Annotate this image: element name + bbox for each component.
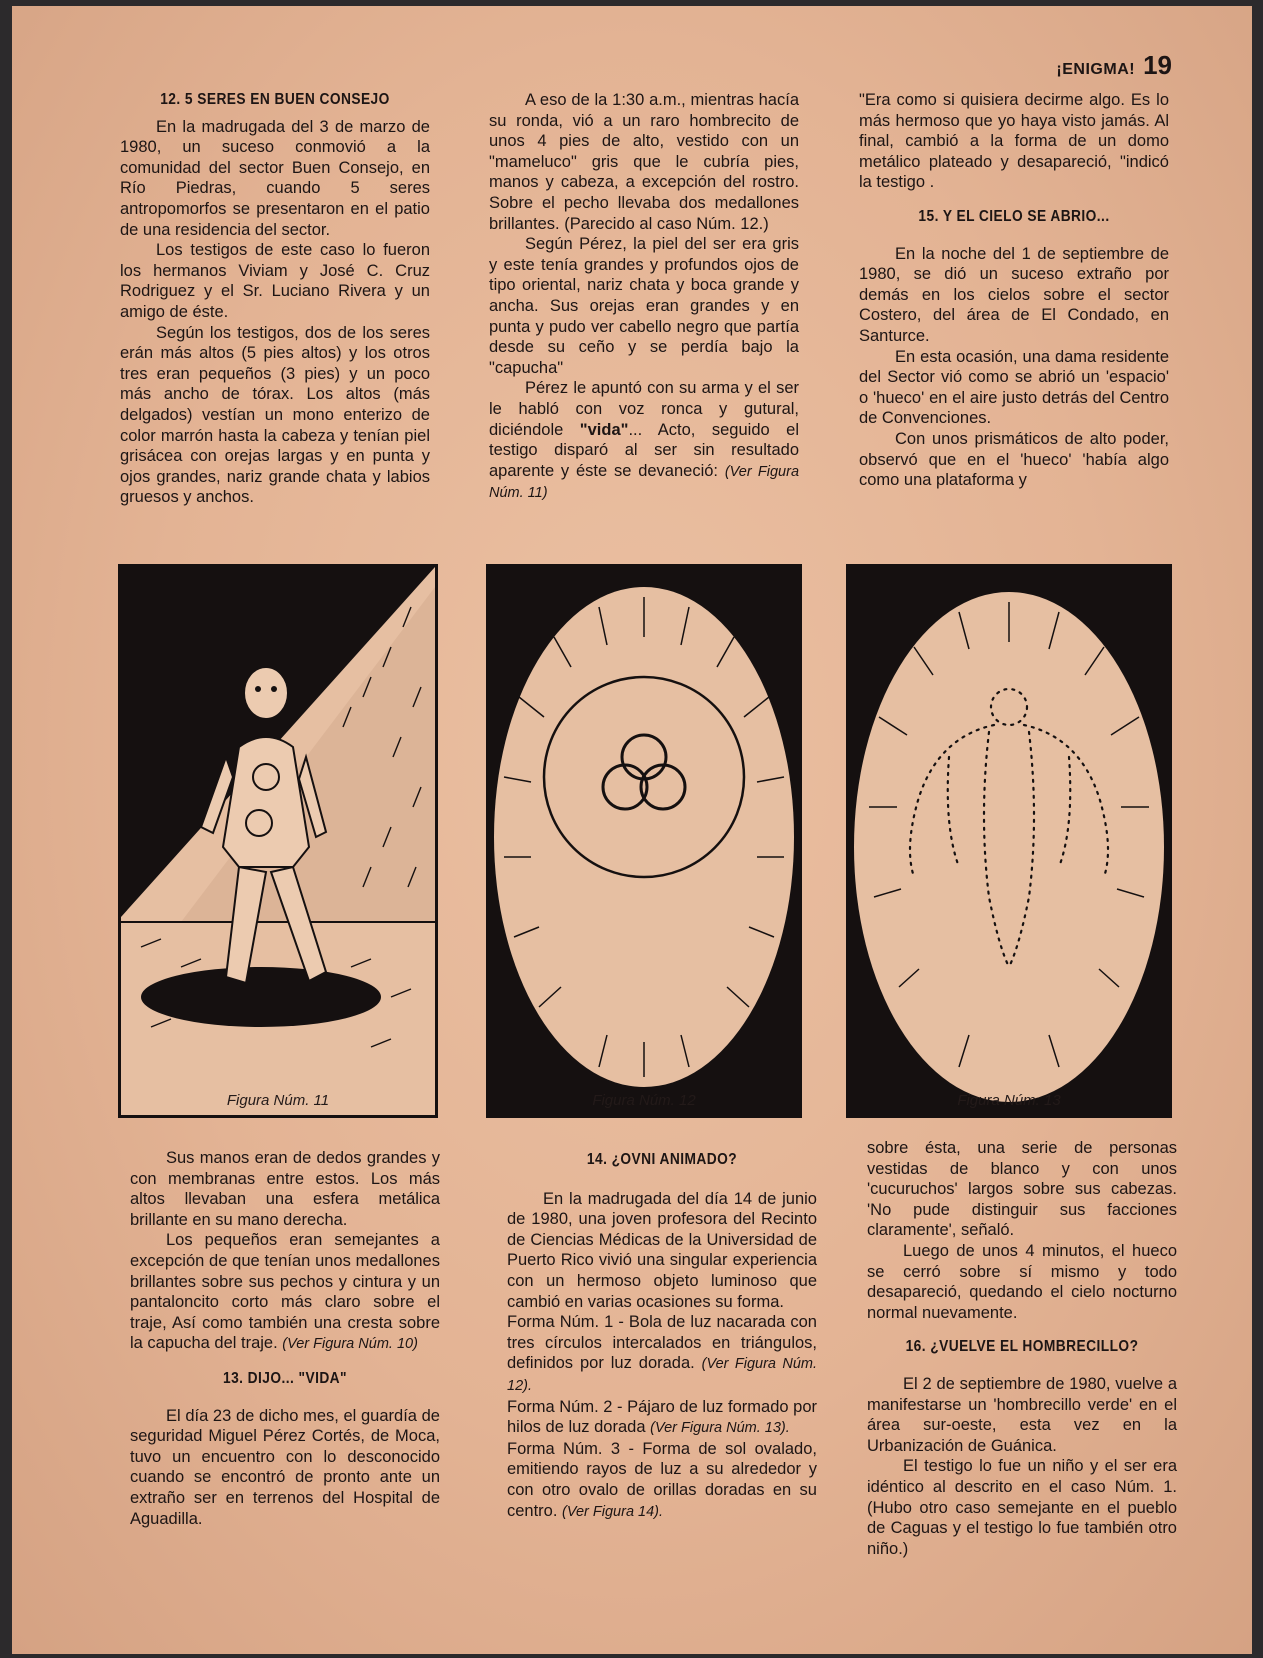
paragraph: En la madrugada del 3 de marzo de 1980, un suceso conmovió a la comunidad del sector Buen Consejo, en Río Piedras, cuando 5 seres antropomorfos se presentaron en el patio de una residencia del sector. <box>120 117 430 239</box>
paragraph: El testigo lo fue un niño y el ser era idéntico al descrito en el caso Núm. 1. (Hubo otro caso semejante en el pueblo de Caguas y el testigo lo fue también otro niño.) <box>867 1457 1177 1558</box>
section-heading-13: 13. DIJO... "VIDA" <box>222 1369 348 1387</box>
form-description-1 <box>507 1312 817 1396</box>
column-top-left <box>120 90 430 508</box>
column-bottom-right <box>867 1138 1177 1559</box>
figure-13-illustration <box>846 564 1172 1118</box>
figure-12-illustration <box>486 564 802 1118</box>
section-heading-14: 14. ¿OVNI ANIMADO? <box>586 1151 738 1168</box>
quoted-word-vida: "vida" <box>579 420 629 439</box>
paragraph: El día 23 de dicho mes, el guardía de seguridad Miguel Pérez Cortés, de Moca, tuvo un encuentro con lo desconocido cuando se encontró de pronto ante un extraño ser en terrenos del Hospital de Aguadilla. <box>130 1406 440 1528</box>
paragraph: Según Pérez, la piel del ser era gris y este tenía grandes y profundos ojos de tipo oriental, nariz chata y boca grande y ancha. Sus orejas eran grandes y en punta y pudo ver cabello negro que partía desde su ceño y se perdía bajo la "capucha" <box>489 235 799 377</box>
form-description-2 <box>507 1397 817 1439</box>
paragraph: Luego de unos 4 minutos, el hueco se cerró sobre sí mismo y todo desapareció, quedando el cielo nocturno normal nuevamente. <box>867 1241 1177 1322</box>
column-top-middle <box>489 90 799 504</box>
text-run: ... Acto, seguido el testigo disparó al ser sin resultado aparente y éste se devaneció: <box>489 420 799 480</box>
humanoid-drawing <box>121 567 435 1115</box>
paragraph: Sus manos eran de dedos grandes y con membranas entre estos. Los más altos llevaban una esfera metálica brillante en su mano derecha. <box>130 1149 440 1229</box>
magazine-brand: ¡ENIGMA! <box>1056 61 1136 78</box>
paragraph: En la madrugada del día 14 de junio de 1980, una joven profesora del Recinto de Ciencias Médicas de la Universidad de Puerto Rico vivió una singular experiencia con un hermoso objeto luminoso que cambió en varias ocasiones su forma. <box>507 1189 817 1311</box>
text-run: Forma Núm. 2 - Pájaro de luz formado por hilos de luz dorada <box>507 1397 817 1437</box>
paragraph: sobre ésta, una serie de personas vestidas de blanco y con unos 'cucuruchos' largos sobre sus cabezas. 'No pude distinguir sus facciones claramente', señaló. <box>867 1139 1177 1240</box>
page-number: 19 <box>1143 50 1172 80</box>
paragraph <box>489 378 799 504</box>
paragraph <box>130 1230 440 1355</box>
paragraph: "Era como si quisiera decirme algo. Es lo más hermoso que yo haya visto jamás. Al final, cambió a la forma de un domo metálico plateado y desapareció, "indicó la testigo . <box>859 91 1169 192</box>
glowing-orb-drawing <box>489 567 799 1115</box>
paragraph: En la noche del 1 de septiembre de 1980, se dió un suceso extraño por demás en los cielos sobre el sector Costero, del área de El Condado, en Santurce. <box>859 244 1169 345</box>
column-bottom-left <box>130 1148 440 1529</box>
text-run: Los pequeños eran semejantes a excepción de que tenían unos medallones brillantes sobre sus pechos y cintura y un pantaloncito corto más claro sobre el traje, Así como también una cresta sobre la capucha del traje. <box>130 1231 440 1353</box>
paragraph: Los testigos de este caso lo fueron los hermanos Viviam y José C. Cruz Rodriguez y el Sr. Luciano Rivera y un amigo de éste. <box>120 241 430 321</box>
text-run: Pérez le apuntó con su arma y el ser le habló con voz ronca y gutural, diciéndole <box>489 379 799 439</box>
figure-caption: Figura Núm. 11 <box>226 1092 330 1109</box>
figure-reference: (Ver Figura Núm. 11) <box>489 463 800 502</box>
page-header <box>1056 50 1172 81</box>
paragraph: Con unos prismáticos de alto poder, observó que en el 'hueco' 'había algo como una plataforma y <box>859 429 1169 490</box>
figure-caption: Figura Núm. 13 <box>957 1092 1061 1109</box>
paragraph: En esta ocasión, una dama residente del Sector vió como se abrió un 'espacio' o 'hueco' en el aire justo detrás del Centro de Convenciones. <box>859 347 1169 428</box>
figure-reference: (Ver Figura Núm. 10) <box>282 1336 418 1353</box>
section-heading-16: 16. ¿VUELVE EL HOMBRECILLO? <box>905 1338 1139 1356</box>
magazine-page <box>12 6 1252 1654</box>
column-top-right <box>859 90 1169 491</box>
paragraph: Según los testigos, dos de los seres erán más altos (5 pies altos) y los otros tres eran pequeños (3 pies) y un poco más ancho de tórax. Los altos (más delgados) vestían un mono enterizo de color marrón hasta la cabeza y tenían piel grisácea con orejas largas y en punta y ojos grandes, nariz grande chata y labios gruesos y anchos. <box>120 323 430 507</box>
section-heading-12: 12. 5 SERES EN BUEN CONSEJO <box>160 91 390 108</box>
figure-11-illustration <box>118 564 438 1118</box>
figure-reference: (Ver Figura Núm. 13). <box>650 1420 790 1437</box>
paragraph: A eso de la 1:30 a.m., mientras hacía su ronda, vió a un raro hombrecito de unos 4 pies de alto, vestido con un "mameluco" gris que le cubría pies, manos y cabeza, a excepción del rostro. Sobre el pecho llevaba dos medallones brillantes. (Parecido al caso Núm. 12.) <box>489 91 799 233</box>
text-run: Forma Núm. 3 - Forma de sol ovalado, emitiendo rayos de luz a su alrededor y con otro ovalo de orillas doradas en su centro. <box>507 1439 817 1520</box>
text-run: Forma Núm. 1 - Bola de luz nacarada con tres círculos intercalados en triángulos, definidos por luz dorada. <box>507 1313 817 1373</box>
figure-reference: (Ver Figura Núm. 12). <box>507 1356 817 1394</box>
light-bird-drawing <box>849 567 1169 1115</box>
section-heading-15: 15. Y EL CIELO SE ABRIO... <box>918 207 1110 225</box>
form-description-3 <box>507 1439 817 1522</box>
figure-caption: Figura Núm. 12 <box>592 1092 696 1109</box>
paragraph: El 2 de septiembre de 1980, vuelve a manifestarse un 'hombrecillo verde' en el área sur-oeste, esta vez en la Urbanización de Guánica. <box>867 1374 1177 1455</box>
column-bottom-middle <box>507 1150 817 1522</box>
figure-reference: (Ver Figura 14). <box>562 1503 664 1520</box>
